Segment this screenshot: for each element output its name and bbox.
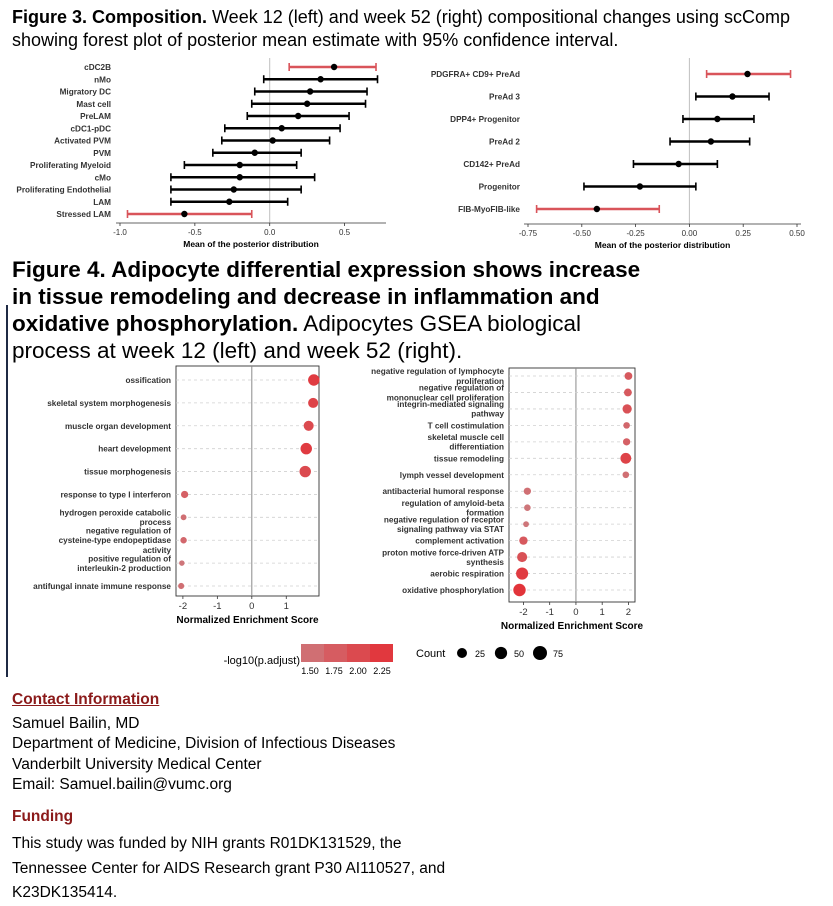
x-tick-label: -0.50: [572, 229, 591, 238]
term-label-line: negative regulation of receptor: [383, 515, 504, 525]
term-label: [126, 376, 172, 385]
fig4-legend: [0, 636, 620, 682]
term-label-line: tissue remodeling: [433, 454, 504, 464]
term-label-line: response to type I interferon: [60, 490, 171, 500]
term-label: [383, 487, 505, 496]
row-label: CD142+ PreAd: [463, 160, 520, 169]
enrichment-dot: [524, 504, 531, 511]
mean-point: [270, 137, 276, 143]
mean-point: [237, 162, 243, 168]
row-label: Activated PVM: [54, 136, 111, 146]
term-label-line: cysteine-type endopeptidase: [58, 536, 171, 546]
term-label: [84, 468, 171, 477]
enrichment-dot: [517, 552, 527, 562]
mean-point: [708, 138, 714, 144]
term-label-line: integrin-mediated signaling: [397, 400, 504, 410]
figure3-label: Figure 3. Composition.: [12, 7, 208, 27]
row-label: Proliferating Myeloid: [30, 161, 111, 170]
term-label: [430, 570, 504, 579]
x-axis-title: Mean of the posterior distribution: [594, 240, 731, 250]
x-tick-label: 0.50: [789, 229, 805, 238]
term-label: [428, 421, 504, 430]
x-tick-label: 0: [249, 601, 255, 612]
enrichment-dot: [304, 421, 314, 431]
term-label-line: activity: [142, 545, 171, 555]
term-label-line: synthesis: [466, 557, 504, 567]
term-label: [98, 445, 171, 454]
x-axis-title: Normalized Enrichment Score: [500, 621, 644, 632]
color-legend-tick: 2.00: [349, 666, 367, 676]
fig3-forest-week12: [0, 56, 420, 256]
mean-point: [744, 71, 750, 77]
mean-point: [252, 150, 258, 156]
row-label: nMo: [94, 75, 111, 85]
term-label: [60, 490, 171, 499]
row-label: FIB-MyoFIB-like: [458, 205, 520, 214]
term-label: [60, 509, 172, 528]
funding-line: K23DK135414.: [12, 884, 118, 901]
enrichment-dot: [623, 471, 630, 478]
color-legend-tick: 2.25: [373, 666, 391, 676]
term-label: [33, 582, 171, 591]
term-label-line: negative regulation of: [85, 526, 171, 536]
contact-institution: Vanderbilt University Medical Center: [12, 755, 262, 773]
contact-name: Samuel Bailin, MD: [12, 714, 140, 732]
x-tick-label: 0.00: [681, 229, 698, 238]
term-label-line: antibacterial humoral response: [382, 487, 504, 497]
contact-department: Department of Medicine, Division of Infectious Diseases: [12, 735, 396, 752]
term-label: [397, 400, 504, 419]
enrichment-dot: [519, 536, 527, 544]
mean-point: [331, 64, 337, 70]
term-label-line: complement activation: [415, 536, 504, 546]
term-label-line: hydrogen peroxide catabolic: [59, 508, 171, 518]
x-axis-title: Mean of the posterior distribution: [183, 239, 319, 249]
row-label: cMo: [94, 173, 111, 183]
x-tick-label: -2: [178, 601, 188, 612]
enrichment-dot: [178, 583, 184, 589]
term-label-line: formation: [466, 508, 504, 518]
contact-heading: Contact Information: [12, 691, 160, 708]
enrichment-dot: [513, 584, 525, 596]
fig4-gsea-week12: [0, 360, 340, 632]
term-label-line: skeletal system morphogenesis: [47, 398, 171, 408]
figure3-caption: [12, 6, 822, 52]
enrichment-dot: [301, 443, 312, 454]
mean-point: [637, 183, 643, 189]
x-tick-label: -1: [545, 607, 554, 618]
mean-point: [714, 116, 720, 122]
mean-point: [729, 93, 735, 99]
size-legend-tick: 25: [475, 649, 486, 659]
term-label: [384, 515, 505, 534]
figure4-text: Adipocytes GSEA biological process at week 12 (left) and week 52 (right).: [12, 311, 581, 363]
enrichment-dot: [624, 389, 632, 397]
size-legend-title: Count: [416, 648, 446, 660]
row-label: Proliferating Endothelial: [16, 185, 111, 195]
term-label-line: ossification: [125, 376, 171, 385]
mean-point: [594, 206, 600, 212]
row-label: PVM: [93, 148, 111, 158]
term-label-line: proliferation: [456, 376, 504, 386]
row-label: PDGFRA+ CD9+ PreAd: [430, 70, 520, 79]
plot-panel: [509, 368, 635, 602]
mean-point: [231, 186, 237, 192]
x-tick-label: -0.75: [518, 229, 538, 238]
mean-point: [675, 161, 681, 167]
enrichment-dot: [181, 514, 187, 520]
term-label: [400, 471, 504, 480]
term-label: [65, 422, 171, 431]
figure3-text: Week 12 (left) and week 52 (right) compositional changes using scComp showing forest plot of posterior mean estimate with 95% confidence interval.: [12, 7, 790, 50]
x-tick-label: 0: [573, 607, 579, 618]
term-label: [77, 554, 171, 573]
term-label-line: lymph vessel development: [399, 470, 504, 480]
size-legend-dot: [533, 646, 547, 660]
term-label-line: positive regulation of: [88, 554, 171, 564]
funding-line: Tennessee Center for AIDS Research grant P30 AI110527, and: [12, 859, 446, 877]
size-legend-tick: 50: [514, 649, 525, 659]
fig3-forest-week52: [420, 56, 833, 256]
term-label-line: process: [139, 518, 171, 528]
figure4-label: Figure 4. Adipocyte differential expression shows increase in tissue remodeling and decrease in inflammation and oxidative phosphorylation.: [12, 257, 641, 336]
term-label: [428, 433, 504, 452]
color-legend-tick: 1.50: [301, 666, 319, 676]
mean-point: [304, 101, 310, 107]
size-legend-tick: 75: [553, 649, 564, 659]
color-legend-swatch: [347, 644, 370, 662]
enrichment-dot: [523, 521, 529, 527]
enrichment-dot: [620, 453, 631, 464]
row-label: LAM: [93, 197, 111, 207]
term-label: [434, 454, 504, 463]
x-tick-label: 1: [283, 601, 289, 612]
mean-point: [295, 113, 301, 119]
plot-panel: [176, 366, 319, 596]
term-label-line: proton motive force-driven ATP: [382, 548, 504, 558]
term-label-line: oxidative phosphorylation: [402, 586, 504, 595]
funding-line: This study was funded by NIH grants R01DK131529, the: [12, 835, 402, 852]
term-label-line: heart development: [98, 444, 171, 454]
enrichment-dot: [180, 537, 186, 543]
mean-point: [317, 76, 323, 82]
color-legend-tick: 1.75: [325, 666, 343, 676]
row-label: PreAd 3: [489, 92, 520, 102]
term-label-line: T cell costimulation: [427, 421, 504, 431]
enrichment-dot: [516, 567, 528, 579]
row-label: Stressed LAM: [56, 210, 111, 219]
mean-point: [226, 199, 232, 205]
enrichment-dot: [179, 560, 184, 565]
row-label: Mast cell: [76, 99, 111, 109]
term-label: [382, 548, 504, 567]
term-label-line: tissue morphogenesis: [84, 467, 171, 477]
x-tick-label: -2: [519, 607, 528, 618]
contact-section: [12, 690, 812, 796]
color-legend-swatch: [370, 644, 393, 662]
term-label: [47, 399, 171, 408]
funding-heading: Funding: [12, 808, 74, 825]
contact-email: Email: Samuel.bailin@vumc.org: [12, 776, 232, 793]
mean-point: [307, 88, 313, 94]
x-tick-label: -1: [213, 601, 222, 612]
enrichment-dot: [308, 398, 318, 408]
x-axis-title: Normalized Enrichment Score: [176, 615, 319, 626]
size-legend-dot: [495, 647, 507, 659]
term-label-line: regulation of amyloid-beta: [401, 498, 504, 508]
color-legend-swatch: [324, 644, 347, 662]
row-label: cDC1-pDC: [70, 124, 111, 134]
row-label: PreAd 2: [489, 137, 520, 147]
x-tick-label: 0.5: [339, 228, 351, 237]
row-label: Migratory DC: [59, 87, 111, 97]
term-label-line: skeletal muscle cell: [427, 433, 504, 443]
mean-point: [237, 174, 243, 180]
enrichment-dot: [524, 488, 531, 495]
term-label-line: differentiation: [449, 442, 504, 452]
term-label-line: antifungal innate immune response: [33, 582, 171, 591]
color-legend-title: -log10(p.adjust): [223, 655, 300, 667]
term-label-line: muscle organ development: [64, 421, 171, 431]
funding-text: [12, 832, 812, 906]
enrichment-dot: [623, 438, 630, 445]
figure4-caption: [12, 256, 642, 364]
x-tick-label: -0.25: [626, 229, 645, 238]
enrichment-dot: [308, 374, 319, 385]
term-label-line: mononuclear cell proliferation: [386, 393, 504, 403]
term-label: [415, 537, 504, 546]
color-legend-swatch: [301, 644, 324, 662]
enrichment-dot: [299, 466, 310, 477]
row-label: PreLAM: [80, 112, 111, 121]
x-tick-label: -1.0: [113, 228, 127, 237]
mean-point: [278, 125, 284, 131]
row-label: cDC2B: [84, 63, 111, 72]
row-label: DPP4+ Progenitor: [450, 115, 520, 124]
enrichment-dot: [623, 422, 630, 429]
enrichment-dot: [181, 491, 188, 498]
term-label-line: negative regulation of lymphocyte: [371, 367, 504, 377]
enrichment-dot: [622, 404, 631, 413]
x-tick-label: -0.5: [187, 228, 202, 237]
enrichment-dot: [625, 372, 633, 380]
term-label-line: aerobic respiration: [430, 569, 504, 579]
size-legend-dot: [457, 648, 467, 658]
term-label-line: signaling pathway via STAT: [396, 524, 504, 534]
fig4-gsea-week52: [340, 360, 670, 632]
term-label-line: interleukin-2 production: [77, 563, 171, 573]
term-label-line: pathway: [471, 409, 504, 419]
term-label: [59, 527, 172, 555]
funding-section: [12, 806, 812, 906]
term-label-line: negative regulation of: [418, 383, 504, 393]
mean-point: [181, 211, 187, 217]
x-tick-label: 0.0: [264, 228, 276, 237]
x-tick-label: 0.25: [735, 229, 751, 238]
row-label: Progenitor: [478, 182, 520, 192]
x-tick-label: 2: [625, 607, 632, 618]
x-tick-label: 1: [599, 607, 605, 618]
term-label: [402, 586, 504, 595]
